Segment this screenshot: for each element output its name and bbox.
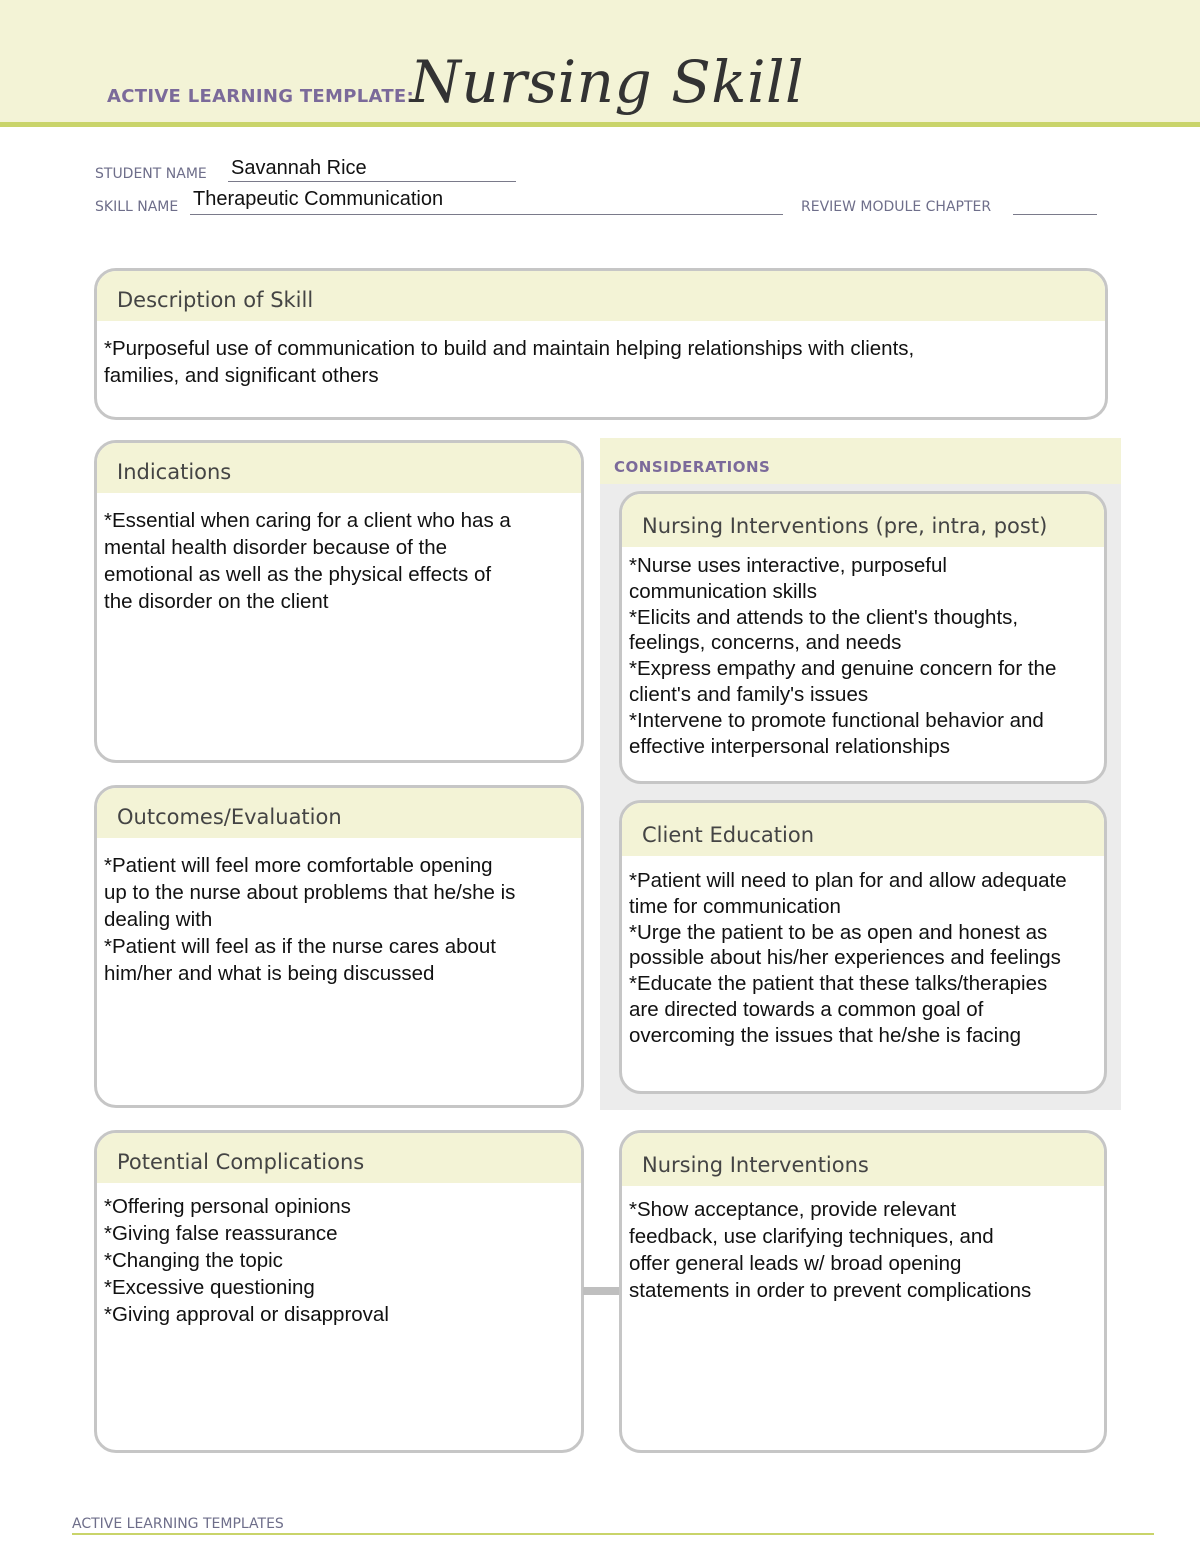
- client-education-line: *Urge the patient to be as open and honest as: [629, 920, 1048, 944]
- client-education-section: [619, 800, 1107, 1094]
- outcomes-heading: Outcomes/Evaluation: [97, 788, 581, 838]
- indications-heading: Indications: [97, 443, 581, 493]
- outcomes-body: [97, 838, 581, 987]
- complications-body: [97, 1183, 581, 1328]
- nursing-interventions-pre-intra-post-section: [619, 491, 1107, 784]
- template-label: ACTIVE LEARNING TEMPLATE:: [107, 86, 414, 107]
- student-name-field[interactable]: Savannah Rice: [231, 157, 367, 179]
- nursing-interventions-line: offer general leads w/ broad opening: [629, 1252, 962, 1275]
- complications-heading: Potential Complications: [97, 1133, 581, 1183]
- nursing-interventions-line: feedback, use clarifying techniques, and: [629, 1225, 994, 1248]
- indications-body: [97, 493, 581, 615]
- nursing-interventions-heading: Nursing Interventions: [622, 1133, 1104, 1186]
- complications-line: *Excessive questioning: [104, 1276, 315, 1299]
- nursing-interventions-ppp-line: *Express empathy and genuine concern for the: [629, 657, 1057, 681]
- nursing-interventions-ppp-line: client's and family's issues: [629, 682, 869, 706]
- complications-line: *Changing the topic: [104, 1249, 283, 1272]
- review-module-field[interactable]: [1013, 213, 1097, 215]
- nursing-interventions-ppp-line: *Elicits and attends to the client's thoughts,: [629, 605, 1019, 629]
- considerations-label: CONSIDERATIONS: [614, 458, 771, 476]
- outcomes-line: up to the nurse about problems that he/she is: [104, 881, 516, 904]
- skill-name-field[interactable]: Therapeutic Communication: [193, 188, 444, 210]
- indications-line: mental health disorder because of the: [104, 536, 448, 559]
- client-education-line: possible about his/her experiences and feelings: [629, 946, 1061, 970]
- client-education-body: [622, 856, 1104, 1049]
- outcomes-line: dealing with: [104, 908, 213, 931]
- nursing-interventions-line: *Show acceptance, provide relevant: [629, 1198, 957, 1221]
- connector-bar: [583, 1287, 621, 1295]
- description-heading: Description of Skill: [97, 271, 1105, 321]
- footer-label: ACTIVE LEARNING TEMPLATES: [72, 1516, 284, 1532]
- indications-line: *Essential when caring for a client who has a: [104, 509, 511, 532]
- nursing-interventions-ppp-line: effective interpersonal relationships: [629, 734, 950, 758]
- student-name-label: STUDENT NAME: [95, 166, 207, 182]
- student-name-underline: [228, 180, 516, 182]
- nursing-interventions-ppp-heading: Nursing Interventions (pre, intra, post): [622, 494, 1104, 547]
- client-education-line: *Patient will need to plan for and allow adequate: [629, 869, 1067, 892]
- indications-line: the disorder on the client: [104, 590, 329, 613]
- potential-complications-section: [94, 1130, 584, 1453]
- client-education-line: time for communication: [629, 894, 841, 918]
- client-education-line: *Educate the patient that these talks/therapies: [629, 972, 1048, 996]
- nursing-interventions-line: statements in order to prevent complications: [629, 1279, 1032, 1302]
- outcomes-line: him/her and what is being discussed: [104, 962, 435, 985]
- description-of-skill-section: [94, 268, 1108, 420]
- description-line: *Purposeful use of communication to build and maintain helping relationships with clients,: [104, 337, 915, 360]
- description-line: families, and significant others: [104, 364, 379, 387]
- header-divider: [0, 122, 1200, 127]
- footer-divider: [72, 1533, 1154, 1535]
- complications-line: *Giving false reassurance: [104, 1222, 338, 1245]
- client-education-heading: Client Education: [622, 803, 1104, 856]
- outcomes-line: *Patient will feel as if the nurse cares about: [104, 935, 496, 958]
- nursing-interventions-ppp-line: feelings, concerns, and needs: [629, 631, 902, 655]
- nursing-interventions-ppp-line: *Nurse uses interactive, purposeful: [629, 554, 947, 577]
- nursing-interventions-ppp-line: communication skills: [629, 579, 817, 603]
- nursing-interventions-ppp-body: [622, 547, 1104, 759]
- outcomes-line: *Patient will feel more comfortable opening: [104, 854, 493, 877]
- nursing-interventions-section: [619, 1130, 1107, 1453]
- client-education-line: are directed towards a common goal of: [629, 997, 984, 1021]
- indications-line: emotional as well as the physical effects of: [104, 563, 492, 586]
- nursing-interventions-ppp-line: *Intervene to promote functional behavior and: [629, 708, 1044, 732]
- client-education-line: overcoming the issues that he/she is facing: [629, 1023, 1021, 1047]
- skill-name-underline: [190, 213, 783, 215]
- template-title: Nursing Skill: [410, 48, 805, 116]
- nursing-interventions-body: [622, 1186, 1104, 1304]
- outcomes-evaluation-section: [94, 785, 584, 1108]
- complications-line: *Giving approval or disapproval: [104, 1303, 389, 1326]
- complications-line: *Offering personal opinions: [104, 1195, 351, 1218]
- description-body: [97, 321, 1105, 389]
- review-module-label: REVIEW MODULE CHAPTER: [801, 199, 992, 215]
- indications-section: [94, 440, 584, 763]
- skill-name-label: SKILL NAME: [95, 199, 179, 215]
